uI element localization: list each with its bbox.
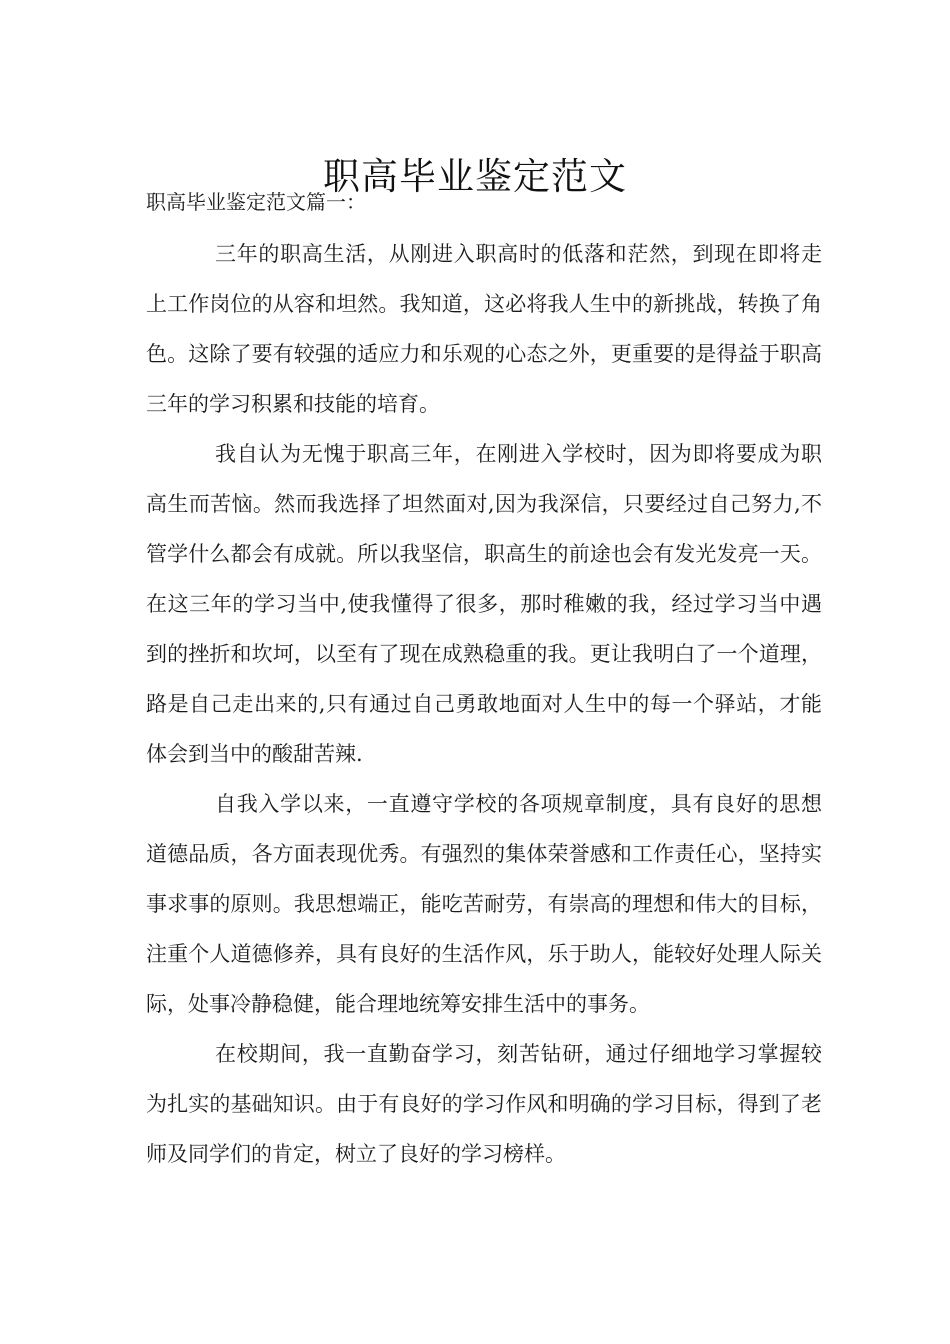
document-title: 职高毕业鉴定范文: [323, 154, 627, 198]
paragraph-2: 我自认为无愧于职高三年，在刚进入学校时，因为即将要成为职高生而苦恼。然而我选择了坦然面对,因为我深信，只要经过自己努力,不管学什么都会有成就。所以我坚信，职高生的前途也会有发光发亮一天。在这三年的学习当中,使我懂得了很多，那时稚嫩的我，经过学习当中遇到的挫折和坎坷，以至有了现在成熟稳重的我。更让我明白了一个道理，路是自己走出来的,只有通过自己勇敢地面对人生中的每一个驿站，才能体会到当中的酸甜苦辣.: [146, 442, 822, 766]
paragraph-4: 在校期间，我一直勤奋学习，刻苦钻研，通过仔细地学习掌握较为扎实的基础知识。由于有良好的学习作风和明确的学习目标，得到了老师及同学们的肯定，树立了良好的学习榜样。: [146, 1042, 822, 1166]
section-heading: 职高毕业鉴定范文篇一：: [146, 190, 366, 214]
paragraph-1: 三年的职高生活，从刚进入职高时的低落和茫然，到现在即将走上工作岗位的从容和坦然。我知道，这必将我人生中的新挑战，转换了角色。这除了要有较强的适应力和乐观的心态之外，更重要的是得益于职高三年的学习积累和技能的培育。: [146, 242, 822, 416]
paragraph-3: 自我入学以来，一直遵守学校的各项规章制度，具有良好的思想道德品质，各方面表现优秀。有强烈的集体荣誉感和工作责任心，坚持实事求事的原则。我思想端正，能吃苦耐劳，有崇高的理想和伟大的目标，注重个人道德修养，具有良好的生活作风，乐于助人，能较好处理人际关际，处事冷静稳健，能合理地统筹安排生活中的事务。: [146, 792, 822, 1016]
document-body: [146, 229, 822, 1179]
